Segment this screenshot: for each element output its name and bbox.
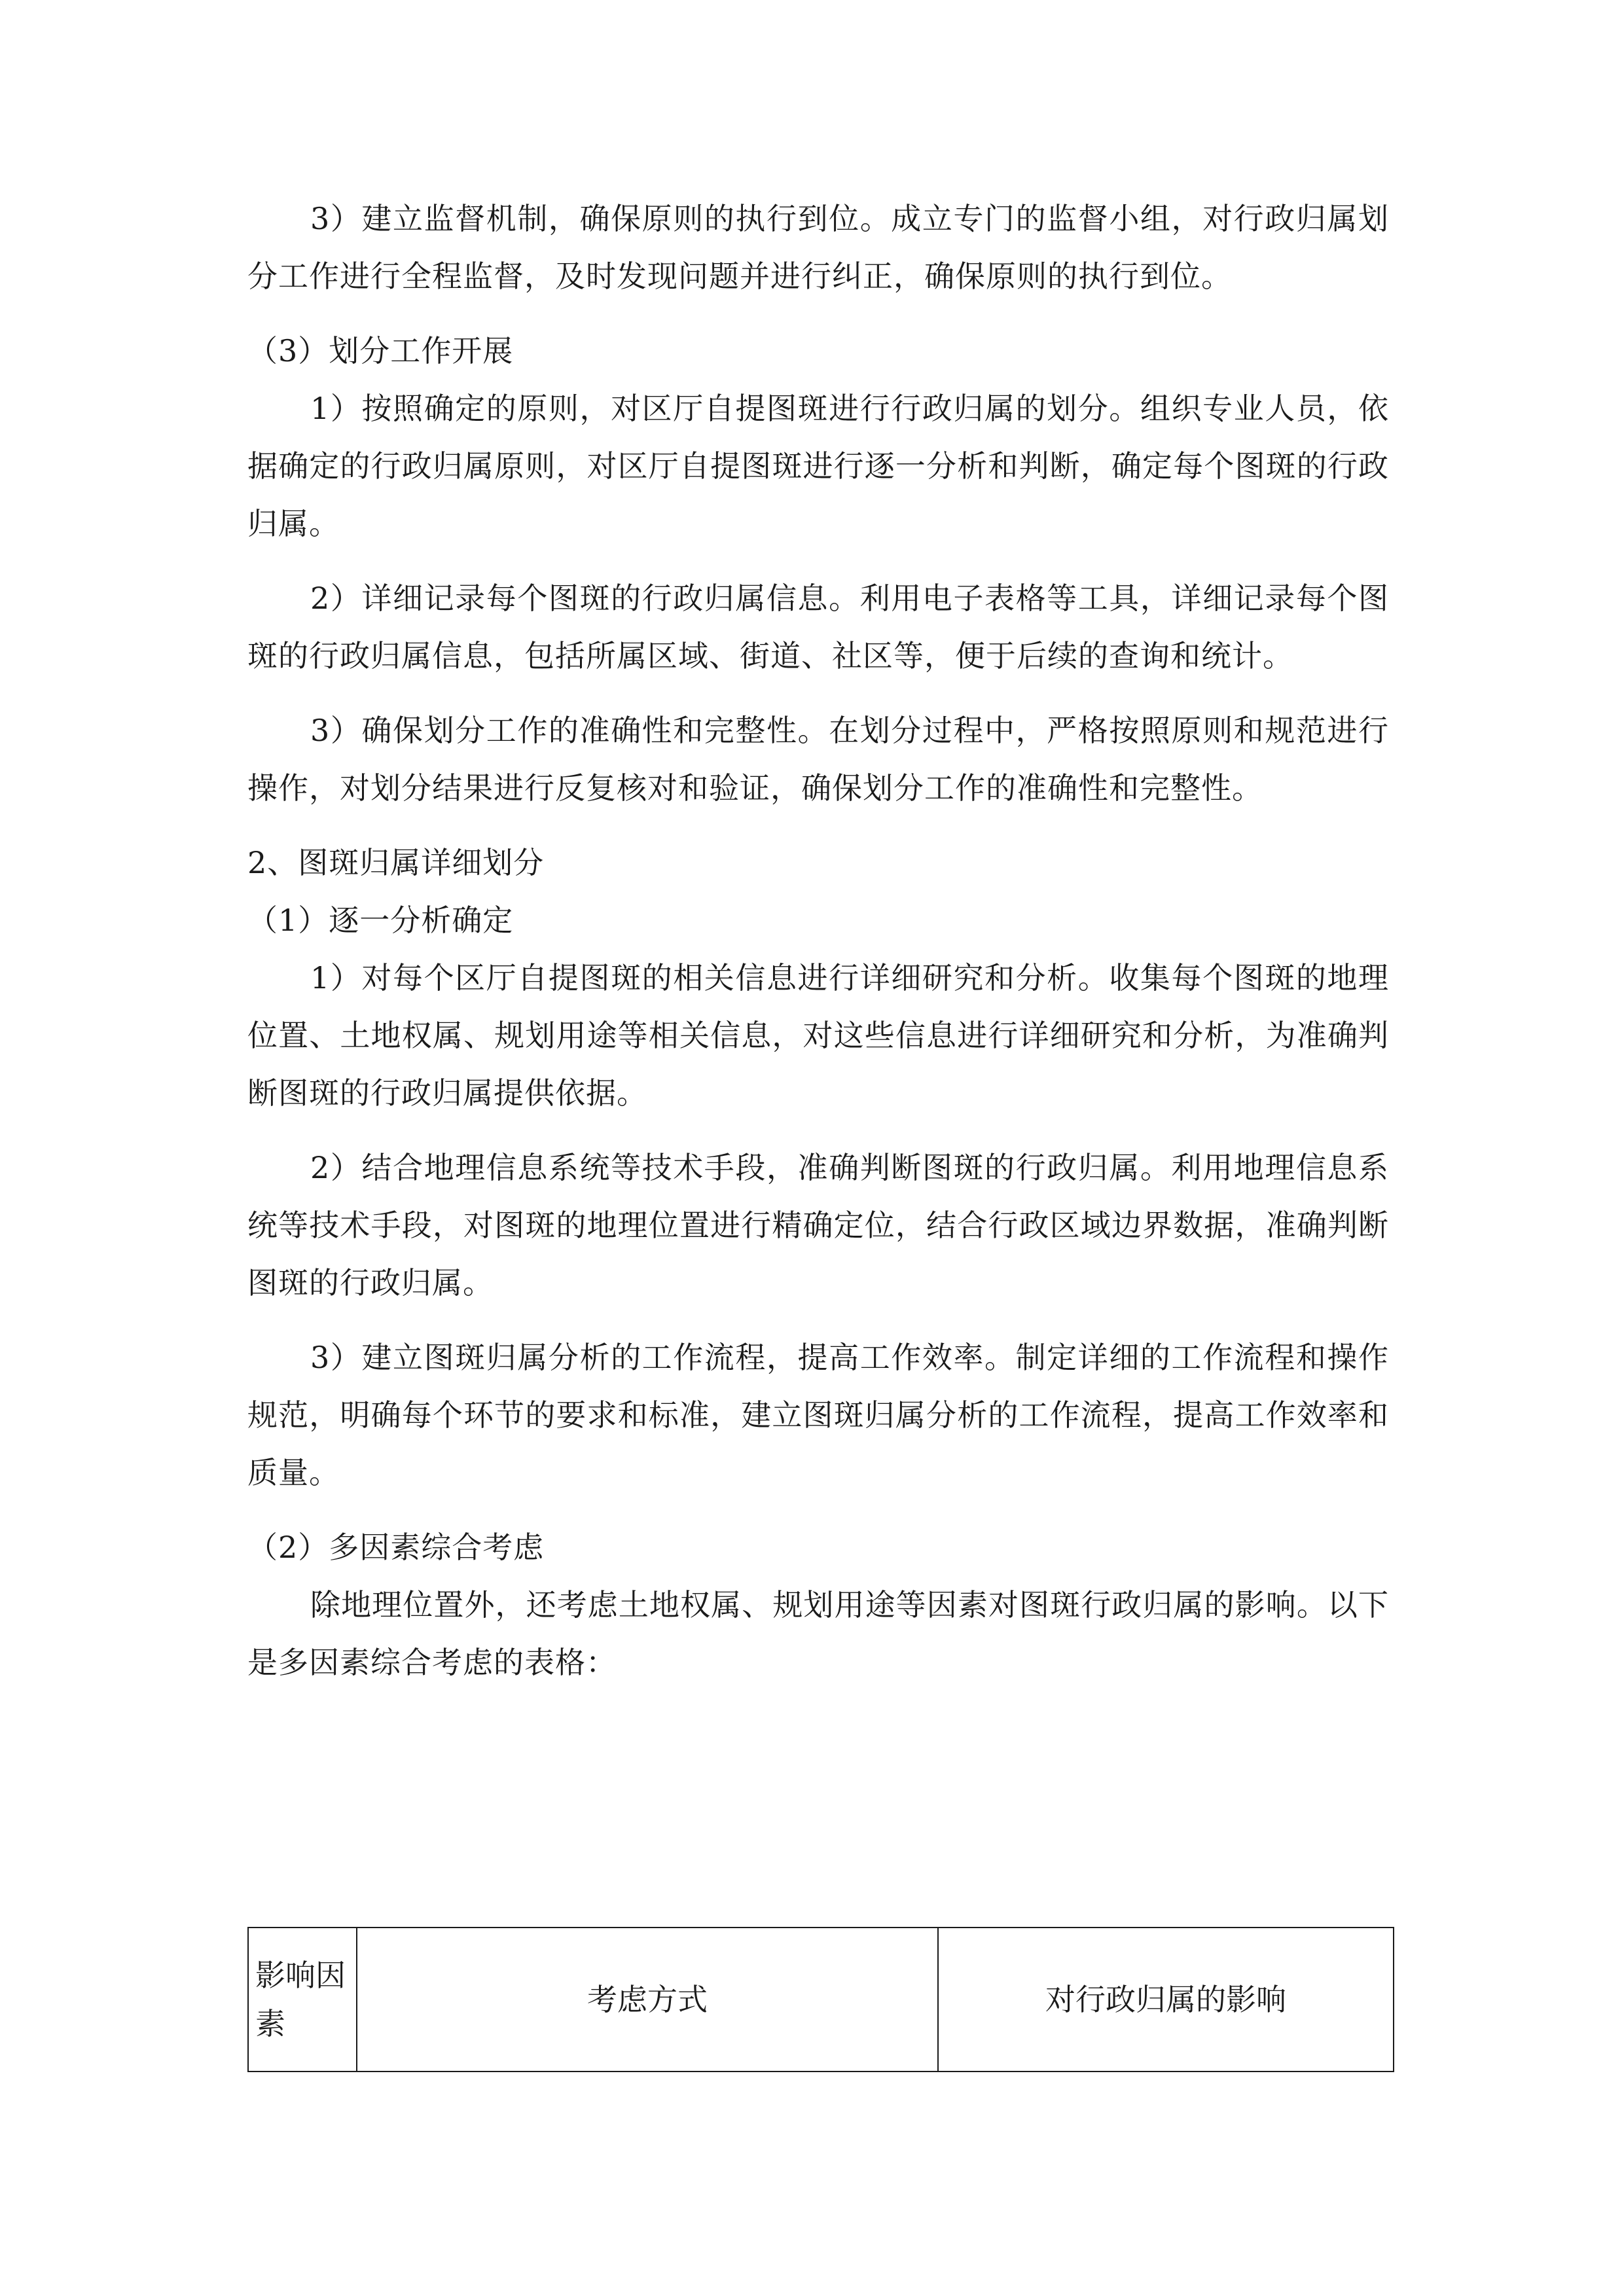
document-body xyxy=(247,190,1389,1691)
paragraph-record-info: 2）详细记录每个图斑的行政归属信息。利用电子表格等工具，详细记录每个图斑的行政归属信息，包括所属区域、街道、社区等，便于后续的查询和统计。 xyxy=(247,581,1389,673)
paragraph-workflow: 3）建立图斑归属分析的工作流程，提高工作效率。制定详细的工作流程和操作规范，明确每个环节的要求和标准，建立图斑归属分析的工作流程，提高工作效率和质量。 xyxy=(247,1340,1389,1490)
heading-division-work: （3）划分工作开展 xyxy=(247,333,514,368)
table-header-factor: 影响因素 xyxy=(248,1928,357,2072)
paragraph-table-intro: 除地理位置外，还考虑土地权属、规划用途等因素对图斑行政归属的影响。以下是多因素综合考虑的表格： xyxy=(247,1587,1389,1680)
paragraph-supervision: 3）建立监督机制，确保原则的执行到位。成立专门的监督小组，对行政归属划分工作进行全程监督，及时发现问题并进行纠正，确保原则的执行到位。 xyxy=(247,201,1389,294)
heading-multi-factor: （2）多因素综合考虑 xyxy=(247,1530,545,1565)
table-header-row xyxy=(248,1928,1394,2072)
table-header-method: 考虑方式 xyxy=(357,1928,938,2072)
paragraph-gis: 2）结合地理信息系统等技术手段，准确判断图斑的行政归属。利用地理信息系统等技术手段，对图斑的地理位置进行精确定位，结合行政区域边界数据，准确判断图斑的行政归属。 xyxy=(247,1150,1389,1300)
table-header-impact: 对行政归属的影响 xyxy=(938,1928,1394,2072)
factor-table xyxy=(247,1927,1394,2072)
heading-analysis: （1）逐一分析确定 xyxy=(247,903,514,938)
paragraph-accuracy: 3）确保划分工作的准确性和完整性。在划分过程中，严格按照原则和规范进行操作，对划分结果进行反复核对和验证，确保划分工作的准确性和完整性。 xyxy=(247,713,1389,806)
paragraph-research: 1）对每个区厅自提图斑的相关信息进行详细研究和分析。收集每个图斑的地理位置、土地权属、规划用途等相关信息，对这些信息进行详细研究和分析，为准确判断图斑的行政归属提供依据。 xyxy=(247,960,1389,1111)
paragraph-division-principle: 1）按照确定的原则，对区厅自提图斑进行行政归属的划分。组织专业人员，依据确定的行政归属原则，对区厅自提图斑进行逐一分析和判断，确定每个图斑的行政归属。 xyxy=(247,391,1389,541)
heading-detailed-division: 2、图斑归属详细划分 xyxy=(247,845,545,880)
